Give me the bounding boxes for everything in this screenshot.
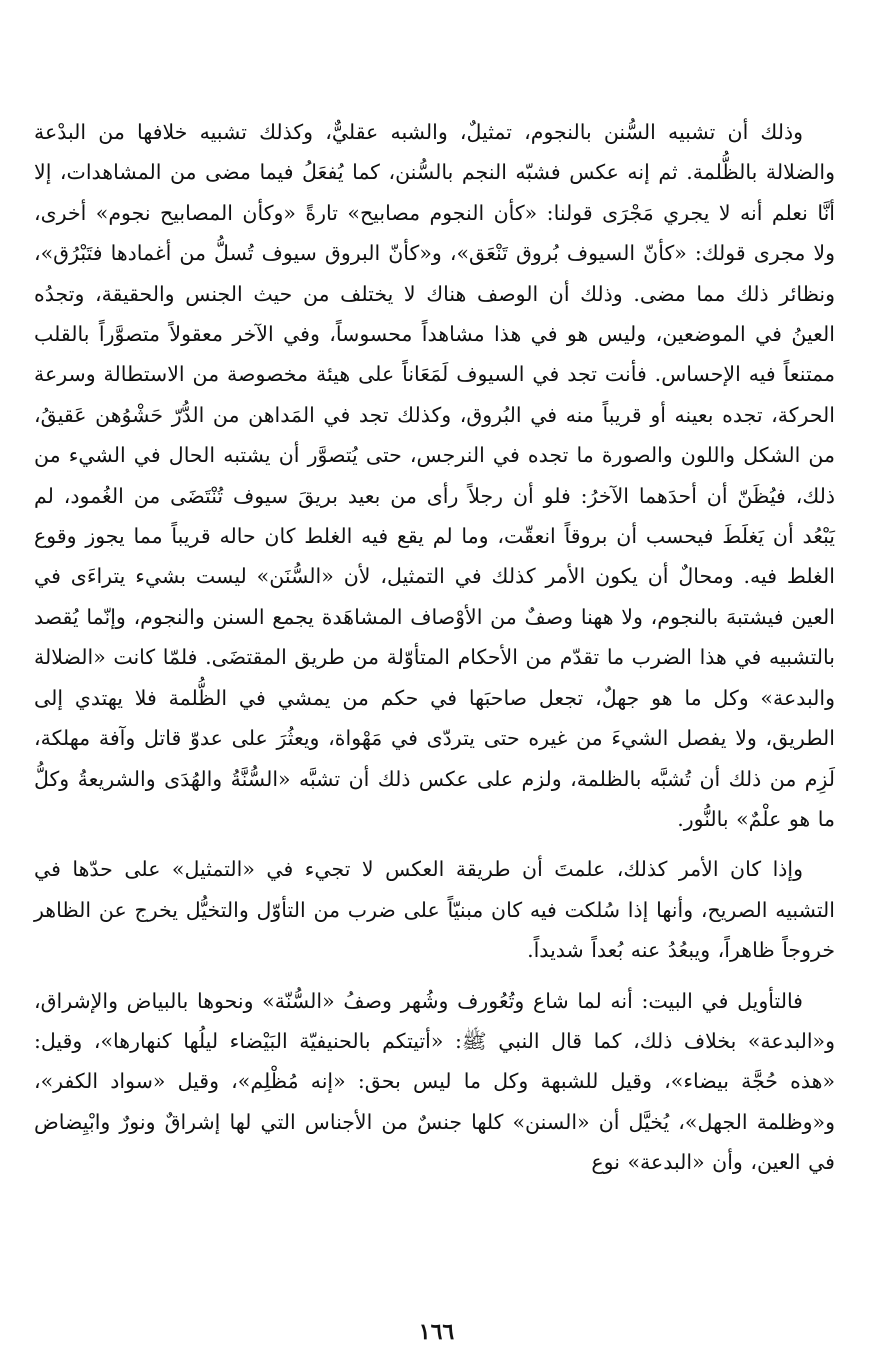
paragraph-3: فالتأويل في البيت: أنه لما شاع وتُعُورف وشُهر وصفُ «السُّنّة» ونحوها بالبياض والإشراق، و«البدعة» بخلاف ذلك، كما قال النبي ﷺ: «أتيتكم بالحنيفيّة البَيْضاء ليلُها كنهارها»، وقيل: «هذه حُجَّة بيضاء»، وقيل للشبهة وكل ما ليس بحق: «إنه مُظْلِم»، وقيل «سواد الكفر»، و«وظلمة الجهل»، يُخيَّل أن «السنن» كلها جنسٌ من الأجناس التي لها إشراقٌ ونورٌ وابْيِضاض في العين، وأن «البدعة» نوع — [34, 988, 835, 1175]
page-number: ١٦٦ — [418, 1319, 455, 1345]
body-text — [34, 112, 835, 1183]
paragraph-2: وإذا كان الأمر كذلك، علمتَ أن طريقة العكس لا تجيء في «التمثيل» على حدّها في التشبيه الصريح، وأنها إذا سُلكت فيه كان مبنيّاً على ضرب من التأوّل والتخيُّل يخرج عن الظاهر خروجاً ظاهراً، ويبعُدُ عنه بُعداً شديداً. — [34, 857, 835, 963]
paragraph-1: وذلك أن تشبيه السُّنن بالنجوم، تمثيلٌ، والشبه عقليٌّ، وكذلك تشبيه خلافها من البدْعة والضلالة بالظُّلمة. ثم إنه عكس فشبّه النجم بالسُّنن، كما يُفعَلُ فيما مضى من المشاهدات، إلا أنَّا نعلم أنه لا يجري مَجْرَى قولنا: «كأن النجوم مصابيح» تارةً «وكأن المصابيح نجوم» أخرى، ولا مجرى قولك: «كأنّ السيوف بُروق تَنْعَق»، و«كأنّ البروق سيوف تُسلُّ من أغمادها فتَبْرُق»، ونظائر ذلك مما مضى. وذلك أن الوصف هناك لا يختلف من حيث الجنس والحقيقة، وتجدُه العينُ في الموضعين، وليس هو في هذا مشاهداً محسوساً، وفي الآخر معقولاً متصوَّراً بالقلب ممتنعاً فيه الإحساس. فأنت تجد في السيوف لَمَعَاناً على هيئة مخصوصة من الاستطالة وسرعة الحركة، تجده بعينه أو قريباً منه في البُروق، وكذلك تجد في المَداهن من الدُّرّ حَشْوُهن عَقيقُ، من الشكل واللون والصورة ما تجده في النرجس، حتى يُتصوَّر أن يشتبه الحال في الشيء من ذلك، فيُظَنّ أن أحدَهما الآخرُ: فلو أن رجلاً رأى من بعيد بريقَ سيوف تُنْتَضَى من الغُمود، لم يَبْعُد أن يَغلَطَ فيحسب أن بروقاً انعقّت، وما لم يقع فيه الغلط كان حاله قريباً مما يجوز وقوع الغلط فيه. ومحالٌ أن يكون الأمر كذلك في التمثيل، لأن «السُّنَن» ليست بشيء يتراءَى في العين فيشتبهَ بالنجوم، ولا ههنا وصفٌ من الأوْصاف المشاهَدة يجمع السنن والنجوم، وإنّما يُقصد بالتشبيه في هذا الضرب ما تقدّم من الأحكام المتأوّلة من طريق المقتضَى. فلمّا كانت «الضلالة والبدعة» وكل ما هو جهلٌ، تجعل صاحبَها في حكم من يمشي في الظُّلمة فلا يهتدي إلى الطريق، ولا يفصل الشيءَ من غيره حتى يتردّى في مَهْواة، ويعثُرَ على عدوّ قاتل وآفة مهلكة، لَزِم من ذلك أن تُشبَّه بالظلمة، ولزم على عكس ذلك أن تشبَّه «السُّنَّةُ والهُدَى والشريعةُ وكلُّ ما هو علْمٌ» بالنُّور. — [34, 120, 835, 831]
